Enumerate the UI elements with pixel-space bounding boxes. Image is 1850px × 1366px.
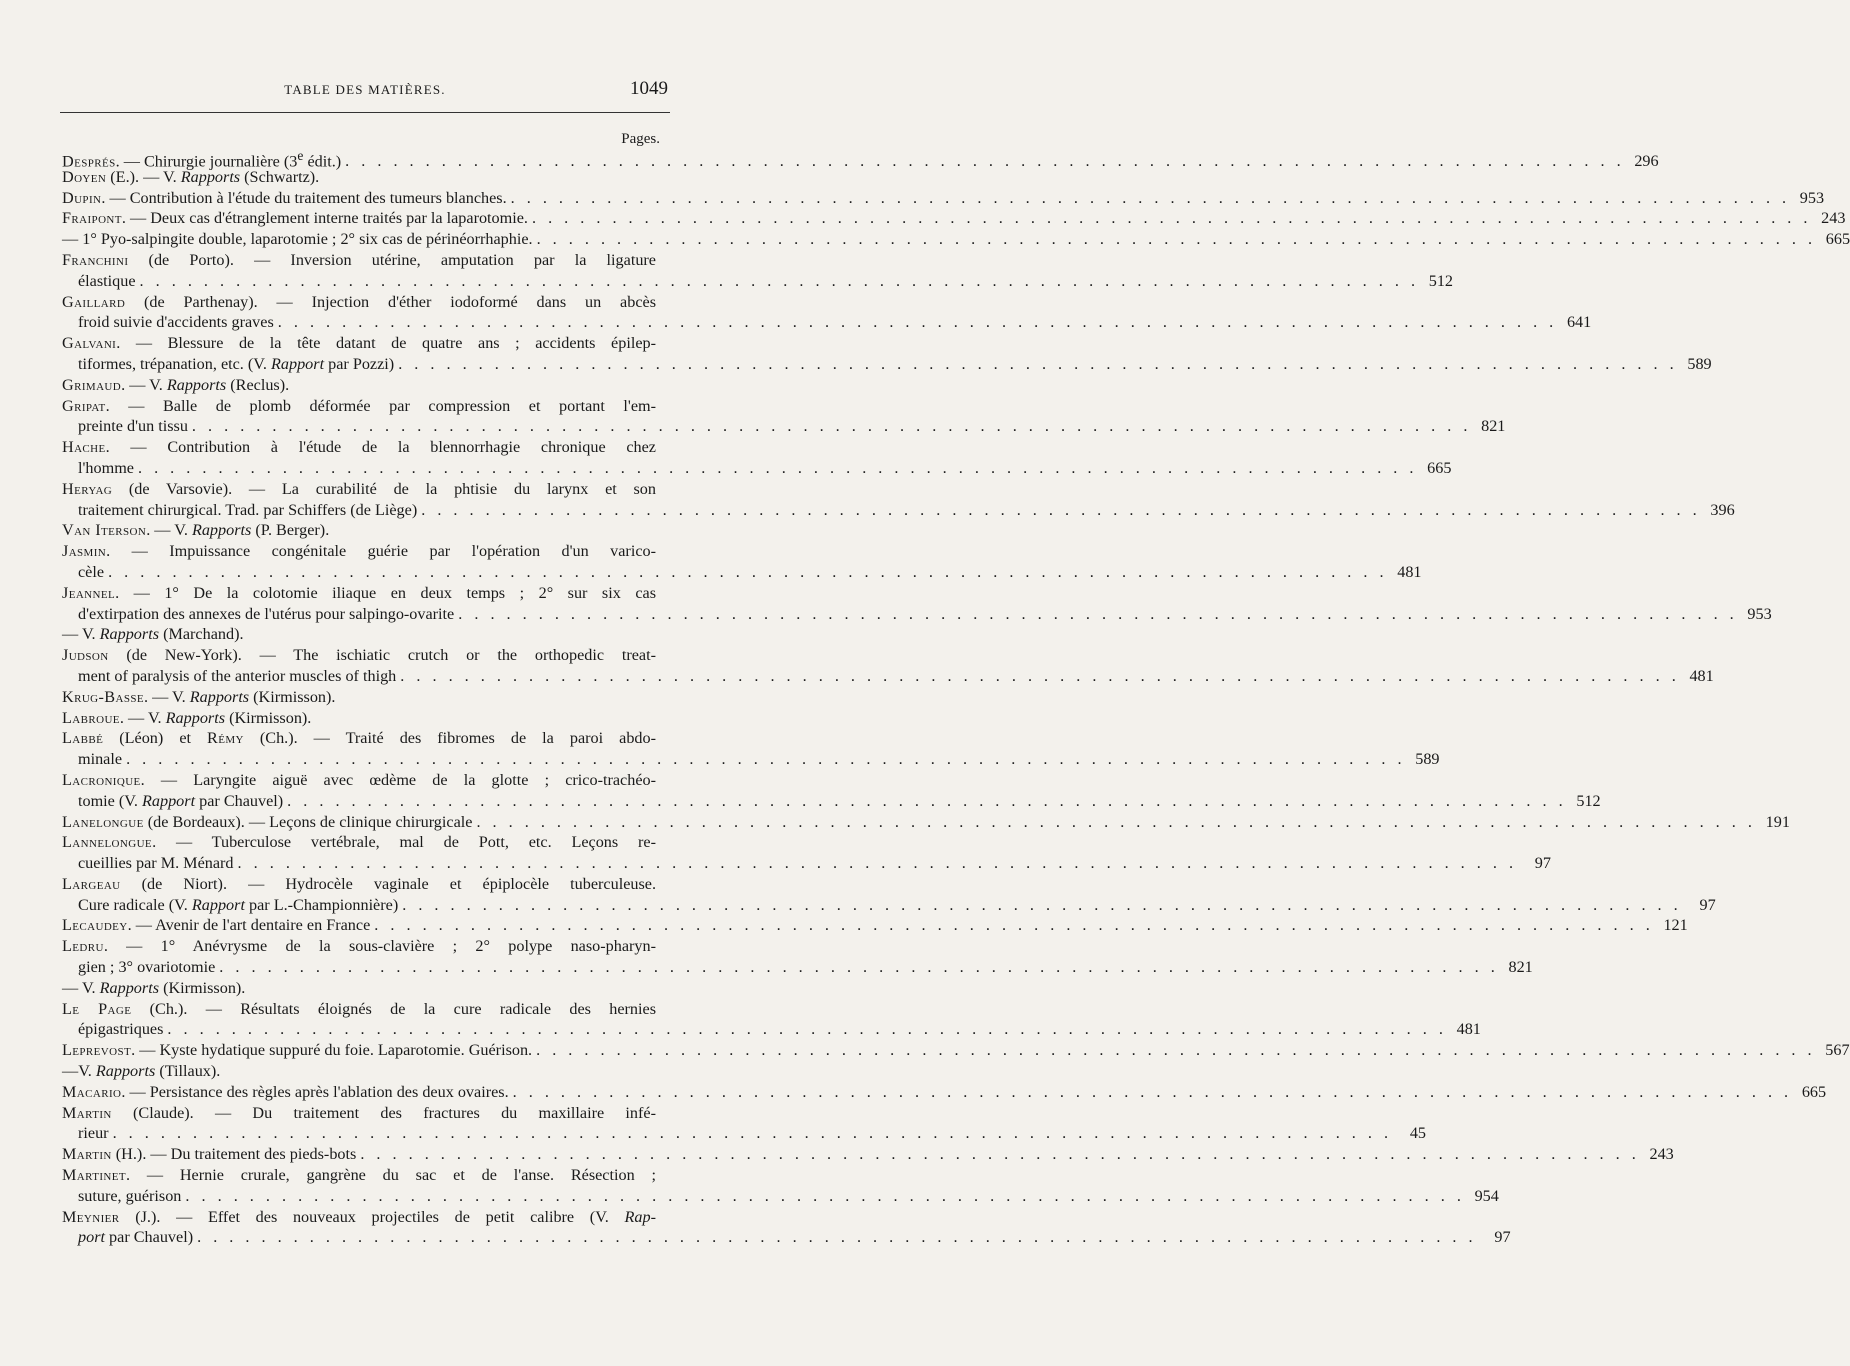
index-line: Gaillard (de Parthenay). — Injection d'éther iodoformé dans un abcès bbox=[62, 292, 656, 311]
entry-page-number: 97 bbox=[1494, 1228, 1511, 1247]
index-line bbox=[62, 1123, 1427, 1144]
leader-dots: . . . . . . . . . . . . . . . . . . . . . . . . . . . . . . . . . . . . . . . . . . . . . . . . . . . . . . . . . . . . . . . . . . . . . . . . . . . . . . . . bbox=[512, 1082, 1793, 1101]
entry-page-number: 953 bbox=[1747, 604, 1772, 623]
entry-text: gien ; 3° ovariotomie bbox=[78, 958, 216, 977]
entry-text: suture, guérison bbox=[78, 1186, 182, 1205]
folio-page-number: 1049 bbox=[630, 78, 668, 99]
entry-text: Macario. — Persistance des règles après l'ablation des deux ovaires. bbox=[62, 1082, 509, 1101]
index-line bbox=[62, 853, 1551, 874]
leader-dots: . . . . . . . . . . . . . . . . . . . . . . . . . . . . . . . . . . . . . . . . . . . . . . . . . . . . . . . . . . . . . . . . . . . . . . . . . . . . . . . . bbox=[126, 750, 1406, 769]
index-line bbox=[62, 604, 1772, 625]
index-line bbox=[62, 749, 1440, 770]
index-line: Largeau (de Niort). — Hydrocèle vaginale et épiplocèle tuberculeuse. bbox=[62, 874, 656, 893]
leader-dots: . . . . . . . . . . . . . . . . . . . . . . . . . . . . . . . . . . . . . . . . . . . . . . . . . . . . . . . . . . . . . . . . . . . . . . . . . . . . . . . . bbox=[536, 1041, 1816, 1060]
entry-page-number: 589 bbox=[1687, 354, 1712, 373]
entry-page-number: 191 bbox=[1765, 812, 1790, 831]
leader-dots: . . . . . . . . . . . . . . . . . . . . . . . . . . . . . . . . . . . . . . . . . . . . . . . . . . . . . . . . . . . . . . . . . . . . . . . . . . . . . . . . bbox=[510, 188, 1791, 207]
entry-text: épigastriques bbox=[78, 1020, 164, 1039]
entry-page-number: 97 bbox=[1534, 854, 1551, 873]
leader-dots: . . . . . . . . . . . . . . . . . . . . . . . . . . . . . . . . . . . . . . . . . . . . . . . . . . . . . . . . . . . . . . . . . . . . . . . . . . . . . . . . bbox=[277, 313, 1558, 332]
leader-dots: . . . . . . . . . . . . . . . . . . . . . . . . . . . . . . . . . . . . . . . . . . . . . . . . . . . . . . . . . . . . . . . . . . . . . . . . . . . . . . . . bbox=[287, 791, 1567, 810]
index-line bbox=[62, 562, 1422, 583]
index-line bbox=[62, 1186, 1499, 1207]
index-line: —V. Rapports (Tillaux). bbox=[62, 1062, 221, 1081]
index-line: Heryag (de Varsovie). — La curabilité de la phtisie du larynx et son bbox=[62, 479, 656, 498]
leader-dots: . . . . . . . . . . . . . . . . . . . . . . . . . . . . . . . . . . . . . . . . . . . . . . . . . . . . . . . . . . . . . . . . . . . . . . . . . . . . . . . . bbox=[402, 895, 1682, 914]
index-line bbox=[62, 271, 1453, 292]
index-line: Gripat. — Balle de plomb déformée par compression et portant l'em- bbox=[62, 396, 656, 415]
index-line: — V. Rapports (Marchand). bbox=[62, 625, 244, 644]
entry-page-number: 396 bbox=[1710, 500, 1735, 519]
index-line: Grimaud. — V. Rapports (Reclus). bbox=[62, 375, 290, 394]
entry-page-number: 512 bbox=[1428, 271, 1453, 290]
index-line bbox=[62, 208, 1846, 229]
entry-page-number: 45 bbox=[1409, 1124, 1427, 1143]
entry-text: cèle bbox=[78, 562, 105, 581]
leader-dots: . . . . . . . . . . . . . . . . . . . . . . . . . . . . . . . . . . . . . . . . . . . . . . . . . . . . . . . . . . . . . . . . . . . . . . . . . . . . . . . . bbox=[108, 562, 1388, 581]
entry-text: tomie (V. Rapport par Chauvel) bbox=[78, 791, 284, 810]
index-line: Jasmin. — Impuissance congénitale guérie par l'opération d'un varico- bbox=[62, 542, 656, 561]
leader-dots: . . . . . . . . . . . . . . . . . . . . . . . . . . . . . . . . . . . . . . . . . . . . . . . . . . . . . . . . . . . . . . . . . . . . . . . . . . . . . . . . bbox=[185, 1186, 1465, 1205]
index-line: Franchini (de Porto). — Inversion utérine, amputation par la ligature bbox=[62, 250, 656, 269]
index-line: Le Page (Ch.). — Résultats éloignés de la cure radicale des hernies bbox=[62, 999, 656, 1018]
leader-dots: . . . . . . . . . . . . . . . . . . . . . . . . . . . . . . . . . . . . . . . . . . . . . . . . . . . . . . . . . . . . . . . . . . . . . . . . . . . . . . . . bbox=[237, 854, 1517, 873]
entry-page-number: 243 bbox=[1649, 1145, 1674, 1164]
index-line bbox=[62, 791, 1601, 812]
leader-dots: . . . . . . . . . . . . . . . . . . . . . . . . . . . . . . . . . . . . . . . . . . . . . . . . . . . . . . . . . . . . . . . . . . . . . . . . . . . . . . . . bbox=[112, 1124, 1393, 1143]
entry-text: Després. — Chirurgie journalière (3e édit.) bbox=[62, 148, 342, 171]
entry-page-number: 567 bbox=[1825, 1041, 1850, 1060]
entry-text: Fraipont. — Deux cas d'étranglement interne traités par la laparotomie. bbox=[62, 209, 528, 228]
index-line bbox=[62, 1040, 1850, 1061]
entry-text: Leprevost. — Kyste hydatique suppuré du foie. Laparotomie. Guérison. bbox=[62, 1041, 533, 1060]
entry-page-number: 954 bbox=[1474, 1186, 1499, 1205]
entry-page-number: 665 bbox=[1825, 230, 1850, 249]
entry-text: port par Chauvel) bbox=[78, 1228, 194, 1247]
index-line: Lannelongue. — Tuberculose vertébrale, mal de Pott, etc. Leçons re- bbox=[62, 833, 656, 852]
entry-text: — 1° Pyo-salpingite double, laparotomie ; 2° six cas de périnéorrhaphie. bbox=[62, 230, 533, 249]
index-line bbox=[62, 666, 1714, 687]
index-line bbox=[62, 1144, 1674, 1165]
leader-dots: . . . . . . . . . . . . . . . . . . . . . . . . . . . . . . . . . . . . . . . . . . . . . . . . . . . . . . . . . . . . . . . . . . . . . . . . . . . . . . . . bbox=[536, 230, 1817, 249]
index-line bbox=[62, 957, 1533, 978]
leader-dots: . . . . . . . . . . . . . . . . . . . . . . . . . . . . . . . . . . . . . . . . . . . . . . . . . . . . . . . . . . . . . . . . . . . . . . . . . . . . . . . . bbox=[398, 354, 1678, 373]
entry-page-number: 121 bbox=[1663, 916, 1688, 935]
entry-page-number: 512 bbox=[1576, 791, 1601, 810]
index-line bbox=[62, 312, 1592, 333]
entry-text: Lanelongue (de Bordeaux). — Leçons de clinique chirurgicale bbox=[62, 812, 473, 831]
entry-text: élastique bbox=[78, 271, 136, 290]
index-line bbox=[62, 416, 1506, 437]
leader-dots: . . . . . . . . . . . . . . . . . . . . . . . . . . . . . . . . . . . . . . . . . . . . . . . . . . . . . . . . . . . . . . . . . . . . . . . . . . . . . . . . bbox=[400, 666, 1680, 685]
entry-text: cueillies par M. Ménard bbox=[78, 854, 234, 873]
index-line bbox=[62, 895, 1716, 916]
index-line bbox=[62, 354, 1712, 375]
index-line: Hache. — Contribution à l'étude de la blennorrhagie chronique chez bbox=[62, 438, 656, 457]
running-head bbox=[60, 78, 670, 100]
index-line: Labroue. — V. Rapports (Kirmisson). bbox=[62, 708, 312, 727]
index-line bbox=[62, 1019, 1481, 1040]
entry-text: Lecaudey. — Avenir de l'art dentaire en France bbox=[62, 916, 371, 935]
entry-text: ment of paralysis of the anterior muscles of thigh bbox=[78, 666, 397, 685]
index-line: Martin (Claude). — Du traitement des fractures du maxillaire infé- bbox=[62, 1103, 656, 1122]
entry-text: tiformes, trépanation, etc. (V. Rapport par Pozzi) bbox=[78, 354, 395, 373]
leader-dots: . . . . . . . . . . . . . . . . . . . . . . . . . . . . . . . . . . . . . . . . . . . . . . . . . . . . . . . . . . . . . . . . . . . . . . . . . . . . . . . . bbox=[531, 209, 1812, 228]
leader-dots: . . . . . . . . . . . . . . . . . . . . . . . . . . . . . . . . . . . . . . . . . . . . . . . . . . . . . . . . . . . . . . . . . . . . . . . . . . . . . . . . bbox=[345, 152, 1625, 171]
running-title: TABLE DES MATIÈRES. bbox=[284, 82, 446, 97]
entry-text: Martin (H.). — Du traitement des pieds-bots bbox=[62, 1145, 357, 1164]
entry-text: minale bbox=[78, 750, 123, 769]
entry-page-number: 243 bbox=[1821, 209, 1846, 228]
leader-dots: . . . . . . . . . . . . . . . . . . . . . . . . . . . . . . . . . . . . . . . . . . . . . . . . . . . . . . . . . . . . . . . . . . . . . . . . . . . . . . . . bbox=[458, 604, 1738, 623]
pages-column-label: Pages. bbox=[621, 131, 660, 147]
entry-page-number: 481 bbox=[1456, 1020, 1481, 1039]
index-line: Galvani. — Blessure de la tête datant de quatre ans ; accidents épilep- bbox=[62, 334, 656, 353]
index-line bbox=[62, 188, 1825, 209]
index-line: Lacronique. — Laryngite aiguë avec œdème de la glotte ; crico-trachéo- bbox=[62, 770, 656, 789]
header-rule bbox=[60, 112, 670, 113]
entry-text: traitement chirurgical. Trad. par Schiffers (de Liège) bbox=[78, 500, 418, 519]
entry-page-number: 821 bbox=[1508, 958, 1533, 977]
index-line: Martinet. — Hernie crurale, gangrène du sac et de l'anse. Résection ; bbox=[62, 1166, 656, 1185]
entry-page-number: 481 bbox=[1397, 562, 1422, 581]
entry-text: Cure radicale (V. Rapport par L.-Championnière) bbox=[78, 895, 399, 914]
entry-page-number: 481 bbox=[1689, 666, 1714, 685]
index-line: Doyen (E.). — V. Rapports (Schwartz). bbox=[62, 167, 320, 186]
entry-page-number: 665 bbox=[1427, 458, 1452, 477]
index-line: Meynier (J.). — Effet des nouveaux projectiles de petit calibre (V. Rap- bbox=[62, 1207, 656, 1226]
index-line: — V. Rapports (Kirmisson). bbox=[62, 978, 246, 997]
entry-page-number: 589 bbox=[1415, 750, 1440, 769]
entry-text: Dupin. — Contribution à l'étude du traitement des tumeurs blanches. bbox=[62, 188, 507, 207]
entry-page-number: 97 bbox=[1699, 895, 1716, 914]
leader-dots: . . . . . . . . . . . . . . . . . . . . . . . . . . . . . . . . . . . . . . . . . . . . . . . . . . . . . . . . . . . . . . . . . . . . . . . . . . . . . . . . bbox=[421, 500, 1701, 519]
entry-page-number: 821 bbox=[1481, 417, 1506, 436]
entry-page-number: 296 bbox=[1634, 152, 1659, 171]
entry-text: froid suivie d'accidents graves bbox=[78, 313, 274, 332]
leader-dots: . . . . . . . . . . . . . . . . . . . . . . . . . . . . . . . . . . . . . . . . . . . . . . . . . . . . . . . . . . . . . . . . . . . . . . . . . . . . . . . . bbox=[374, 916, 1654, 935]
leader-dots: . . . . . . . . . . . . . . . . . . . . . . . . . . . . . . . . . . . . . . . . . . . . . . . . . . . . . . . . . . . . . . . . . . . . . . . . . . . . . . . . bbox=[476, 812, 1756, 831]
leader-dots: . . . . . . . . . . . . . . . . . . . . . . . . . . . . . . . . . . . . . . . . . . . . . . . . . . . . . . . . . . . . . . . . . . . . . . . . . . . . . . . . bbox=[197, 1228, 1477, 1247]
index-line bbox=[62, 1227, 1511, 1248]
entry-text: preinte d'un tissu bbox=[78, 417, 188, 436]
leader-dots: . . . . . . . . . . . . . . . . . . . . . . . . . . . . . . . . . . . . . . . . . . . . . . . . . . . . . . . . . . . . . . . . . . . . . . . . . . . . . . . . bbox=[137, 458, 1418, 477]
entry-text: d'extirpation des annexes de l'utérus pour salpingo-ovarite bbox=[78, 604, 455, 623]
index-line: Ledru. — 1° Anévrysme de la sous-clavière ; 2° polype naso-pharyn- bbox=[62, 937, 656, 956]
leader-dots: . . . . . . . . . . . . . . . . . . . . . . . . . . . . . . . . . . . . . . . . . . . . . . . . . . . . . . . . . . . . . . . . . . . . . . . . . . . . . . . . bbox=[219, 958, 1499, 977]
entry-page-number: 665 bbox=[1801, 1082, 1827, 1101]
index-line: Van Iterson. — V. Rapports (P. Berger). bbox=[62, 521, 330, 540]
leader-dots: . . . . . . . . . . . . . . . . . . . . . . . . . . . . . . . . . . . . . . . . . . . . . . . . . . . . . . . . . . . . . . . . . . . . . . . . . . . . . . . . bbox=[360, 1145, 1640, 1164]
index-line bbox=[62, 915, 1688, 936]
index-line: Krug-Basse. — V. Rapports (Kirmisson). bbox=[62, 687, 336, 706]
leader-dots: . . . . . . . . . . . . . . . . . . . . . . . . . . . . . . . . . . . . . . . . . . . . . . . . . . . . . . . . . . . . . . . . . . . . . . . . . . . . . . . . bbox=[167, 1020, 1447, 1039]
index-line: Judson (de New-York). — The ischiatic crutch or the orthopedic treat- bbox=[62, 646, 656, 665]
index-line bbox=[62, 812, 1790, 833]
index-line: Jeannel. — 1° De la colotomie iliaque en deux temps ; 2° sur six cas bbox=[62, 583, 656, 602]
index-line: Labbé (Léon) et Rémy (Ch.). — Traité des fibromes de la paroi abdo- bbox=[62, 729, 656, 748]
index-line bbox=[62, 146, 1659, 171]
entry-text: l'homme bbox=[78, 458, 134, 477]
entry-page-number: 953 bbox=[1799, 188, 1825, 207]
index-line bbox=[62, 500, 1735, 521]
entry-text: rieur bbox=[78, 1124, 109, 1143]
index-line bbox=[62, 1082, 1827, 1103]
index-line bbox=[62, 458, 1452, 479]
leader-dots: . . . . . . . . . . . . . . . . . . . . . . . . . . . . . . . . . . . . . . . . . . . . . . . . . . . . . . . . . . . . . . . . . . . . . . . . . . . . . . . . bbox=[191, 417, 1472, 436]
entry-page-number: 641 bbox=[1566, 313, 1592, 332]
index-entries bbox=[62, 146, 1850, 1248]
leader-dots: . . . . . . . . . . . . . . . . . . . . . . . . . . . . . . . . . . . . . . . . . . . . . . . . . . . . . . . . . . . . . . . . . . . . . . . . . . . . . . . . bbox=[139, 271, 1419, 290]
index-line bbox=[62, 229, 1850, 250]
